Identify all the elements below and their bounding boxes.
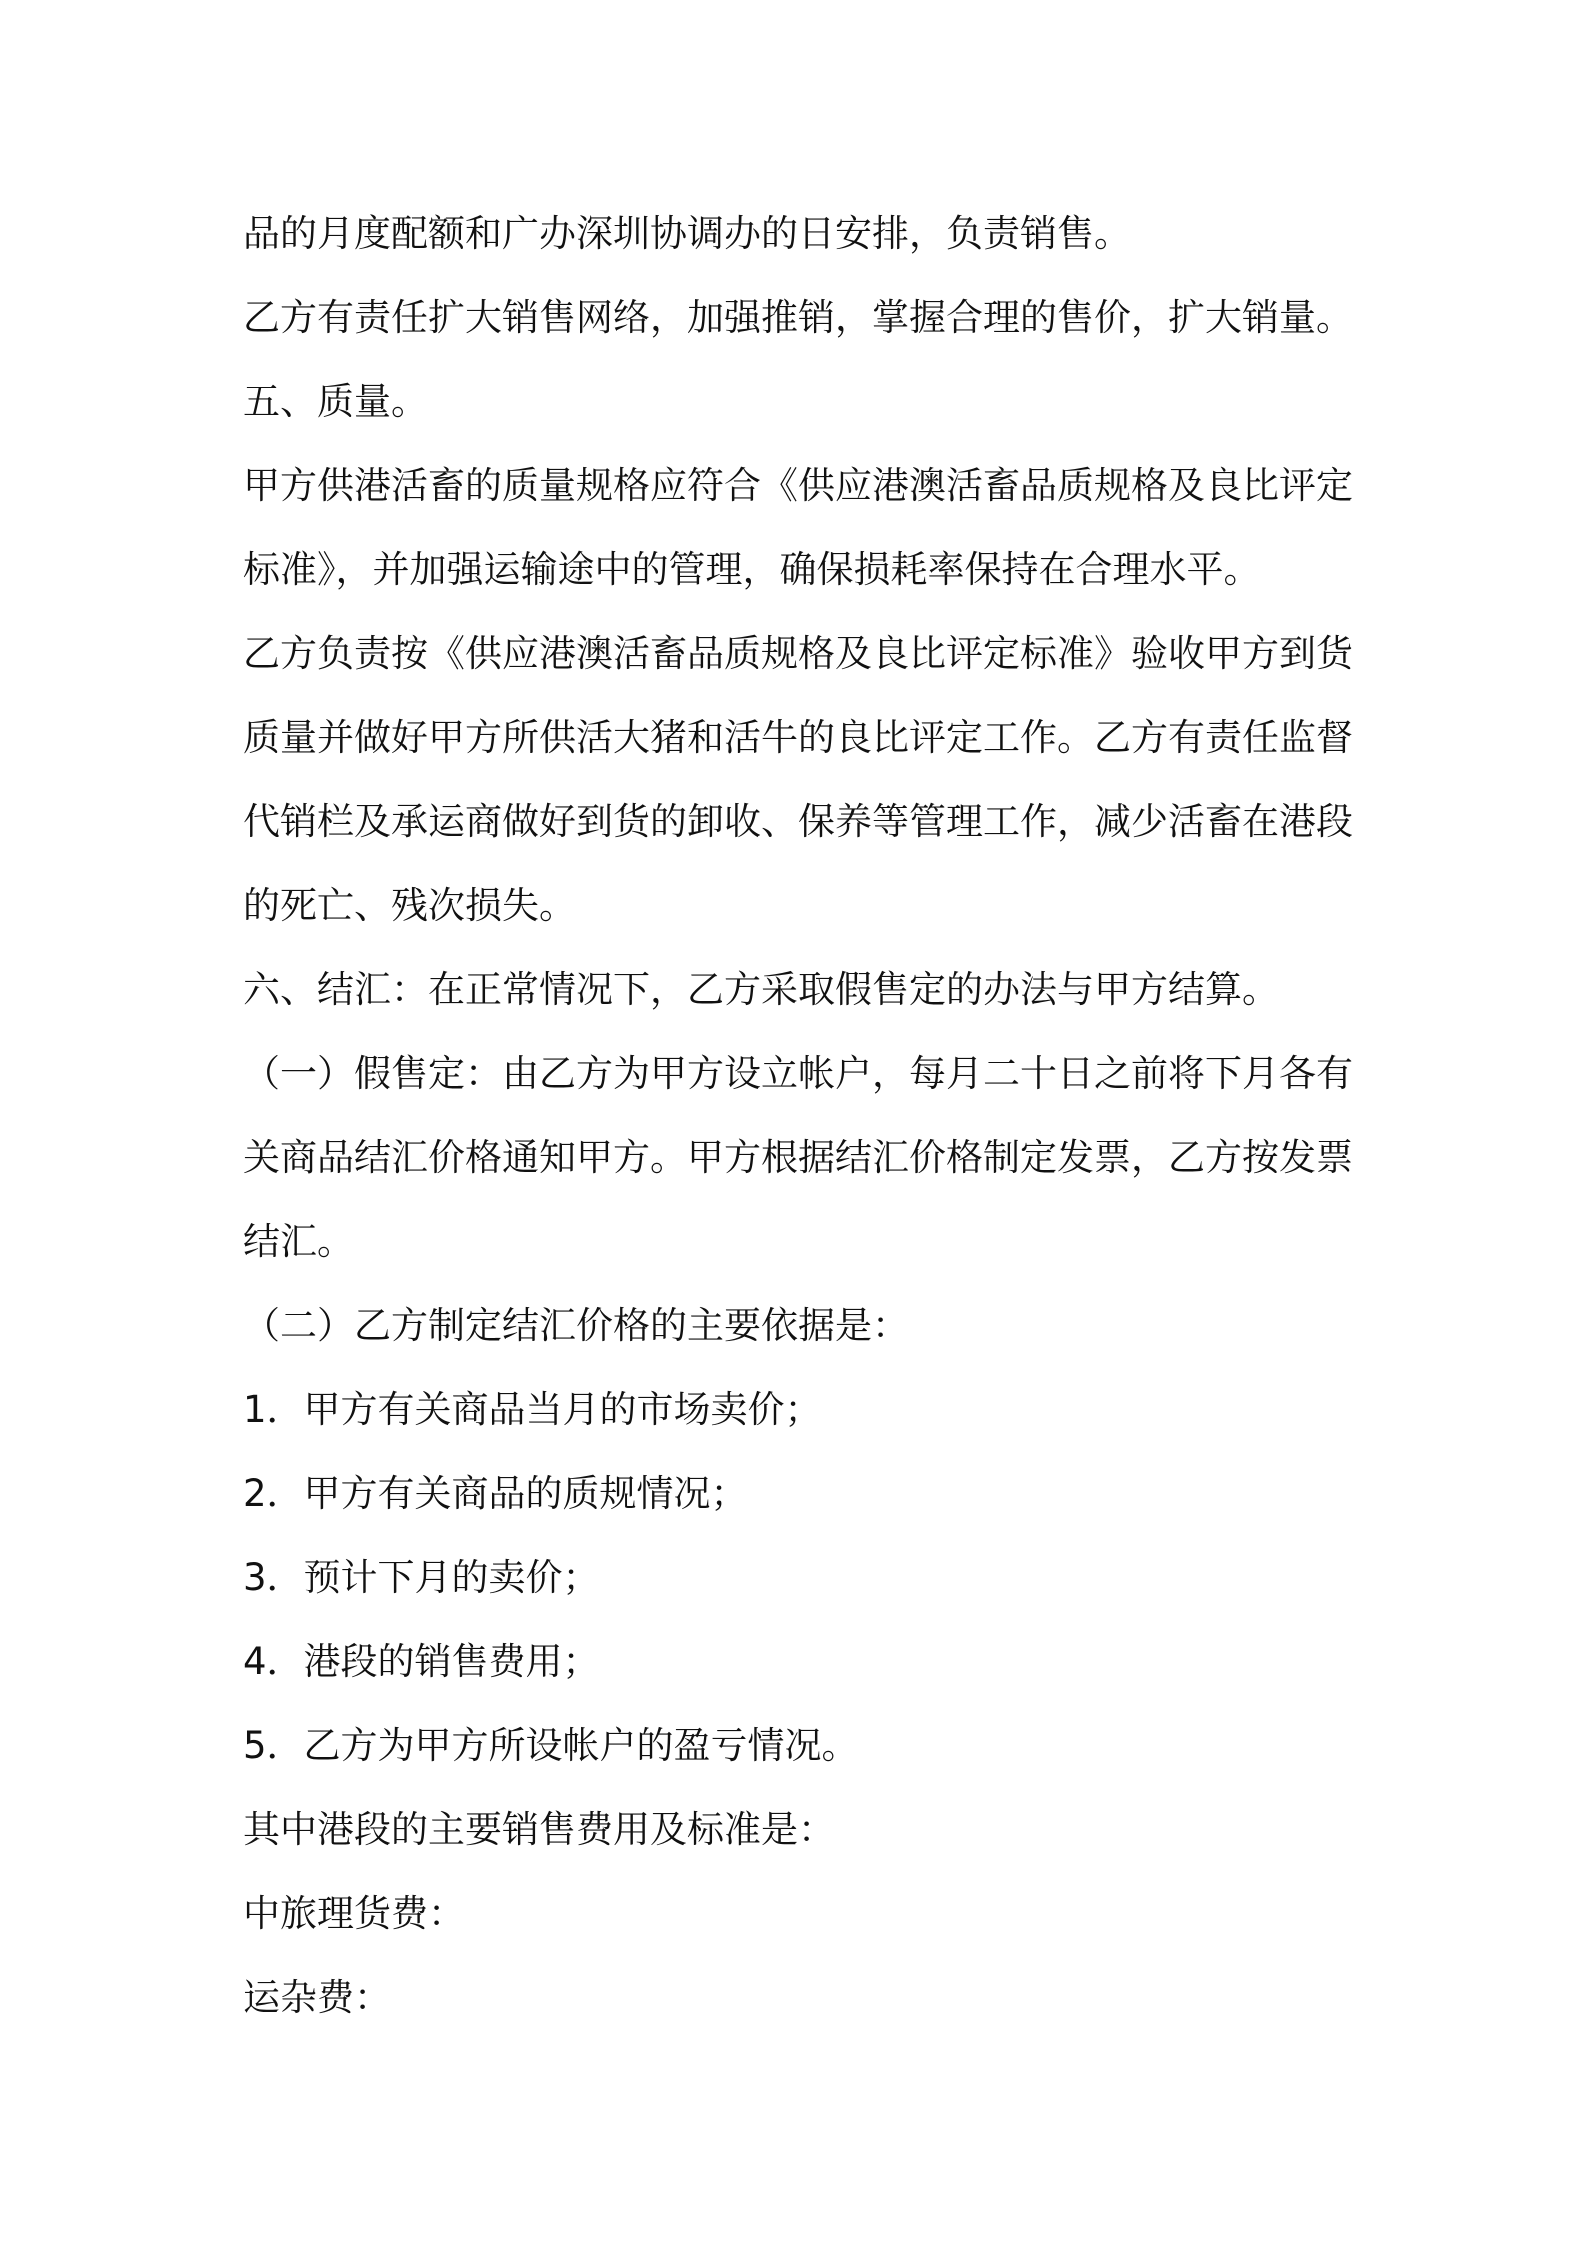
list-item-1: 1．甲方有关商品当月的市场卖价； [243,1388,822,1431]
text-line-1: 品的月度配额和广办深圳协调办的日安排，负责销售。 [243,212,1131,255]
list-item-5: 5．乙方为甲方所设帐户的盈亏情况。 [243,1724,859,1767]
section-heading-quality: 五、质量。 [243,380,428,423]
text-line-13: 结汇。 [243,1220,354,1263]
list-item-3: 3．预计下月的卖价； [243,1556,600,1599]
text-line-9: 的死亡、残次损失。 [243,884,576,927]
text-line-14: （二）乙方制定结汇价格的主要依据是： [243,1304,909,1347]
list-item-2: 2．甲方有关商品的质规情况； [243,1472,748,1515]
section-heading-settlement: 六、结汇：在正常情况下，乙方采取假售定的办法与甲方结算。 [243,968,1279,1011]
text-line-12: 关商品结汇价格通知甲方。甲方根据结汇价格制定发票，乙方按发票 [243,1136,1353,1179]
document-body [243,192,1363,2040]
text-line-8: 代销栏及承运商做好到货的卸收、保养等管理工作，减少活畜在港段 [243,800,1353,843]
text-line-6: 乙方负责按《供应港澳活畜品质规格及良比评定标准》验收甲方到货 [243,632,1353,675]
text-line-2: 乙方有责任扩大销售网络，加强推销，掌握合理的售价，扩大销量。 [243,296,1353,339]
list-item-4: 4．港段的销售费用； [243,1640,600,1683]
text-line-5: 标准》，并加强运输途中的管理，确保损耗率保持在合理水平。 [243,548,1261,591]
text-line-11: （一）假售定：由乙方为甲方设立帐户，每月二十日之前将下月各有 [243,1052,1353,1095]
text-line-21: 中旅理货费： [243,1892,465,1935]
text-line-7: 质量并做好甲方所供活大猪和活牛的良比评定工作。乙方有责任监督 [243,716,1353,759]
text-line-20: 其中港段的主要销售费用及标准是： [243,1808,835,1851]
text-line-4: 甲方供港活畜的质量规格应符合《供应港澳活畜品质规格及良比评定 [243,464,1353,507]
text-line-22: 运杂费： [243,1976,391,2019]
